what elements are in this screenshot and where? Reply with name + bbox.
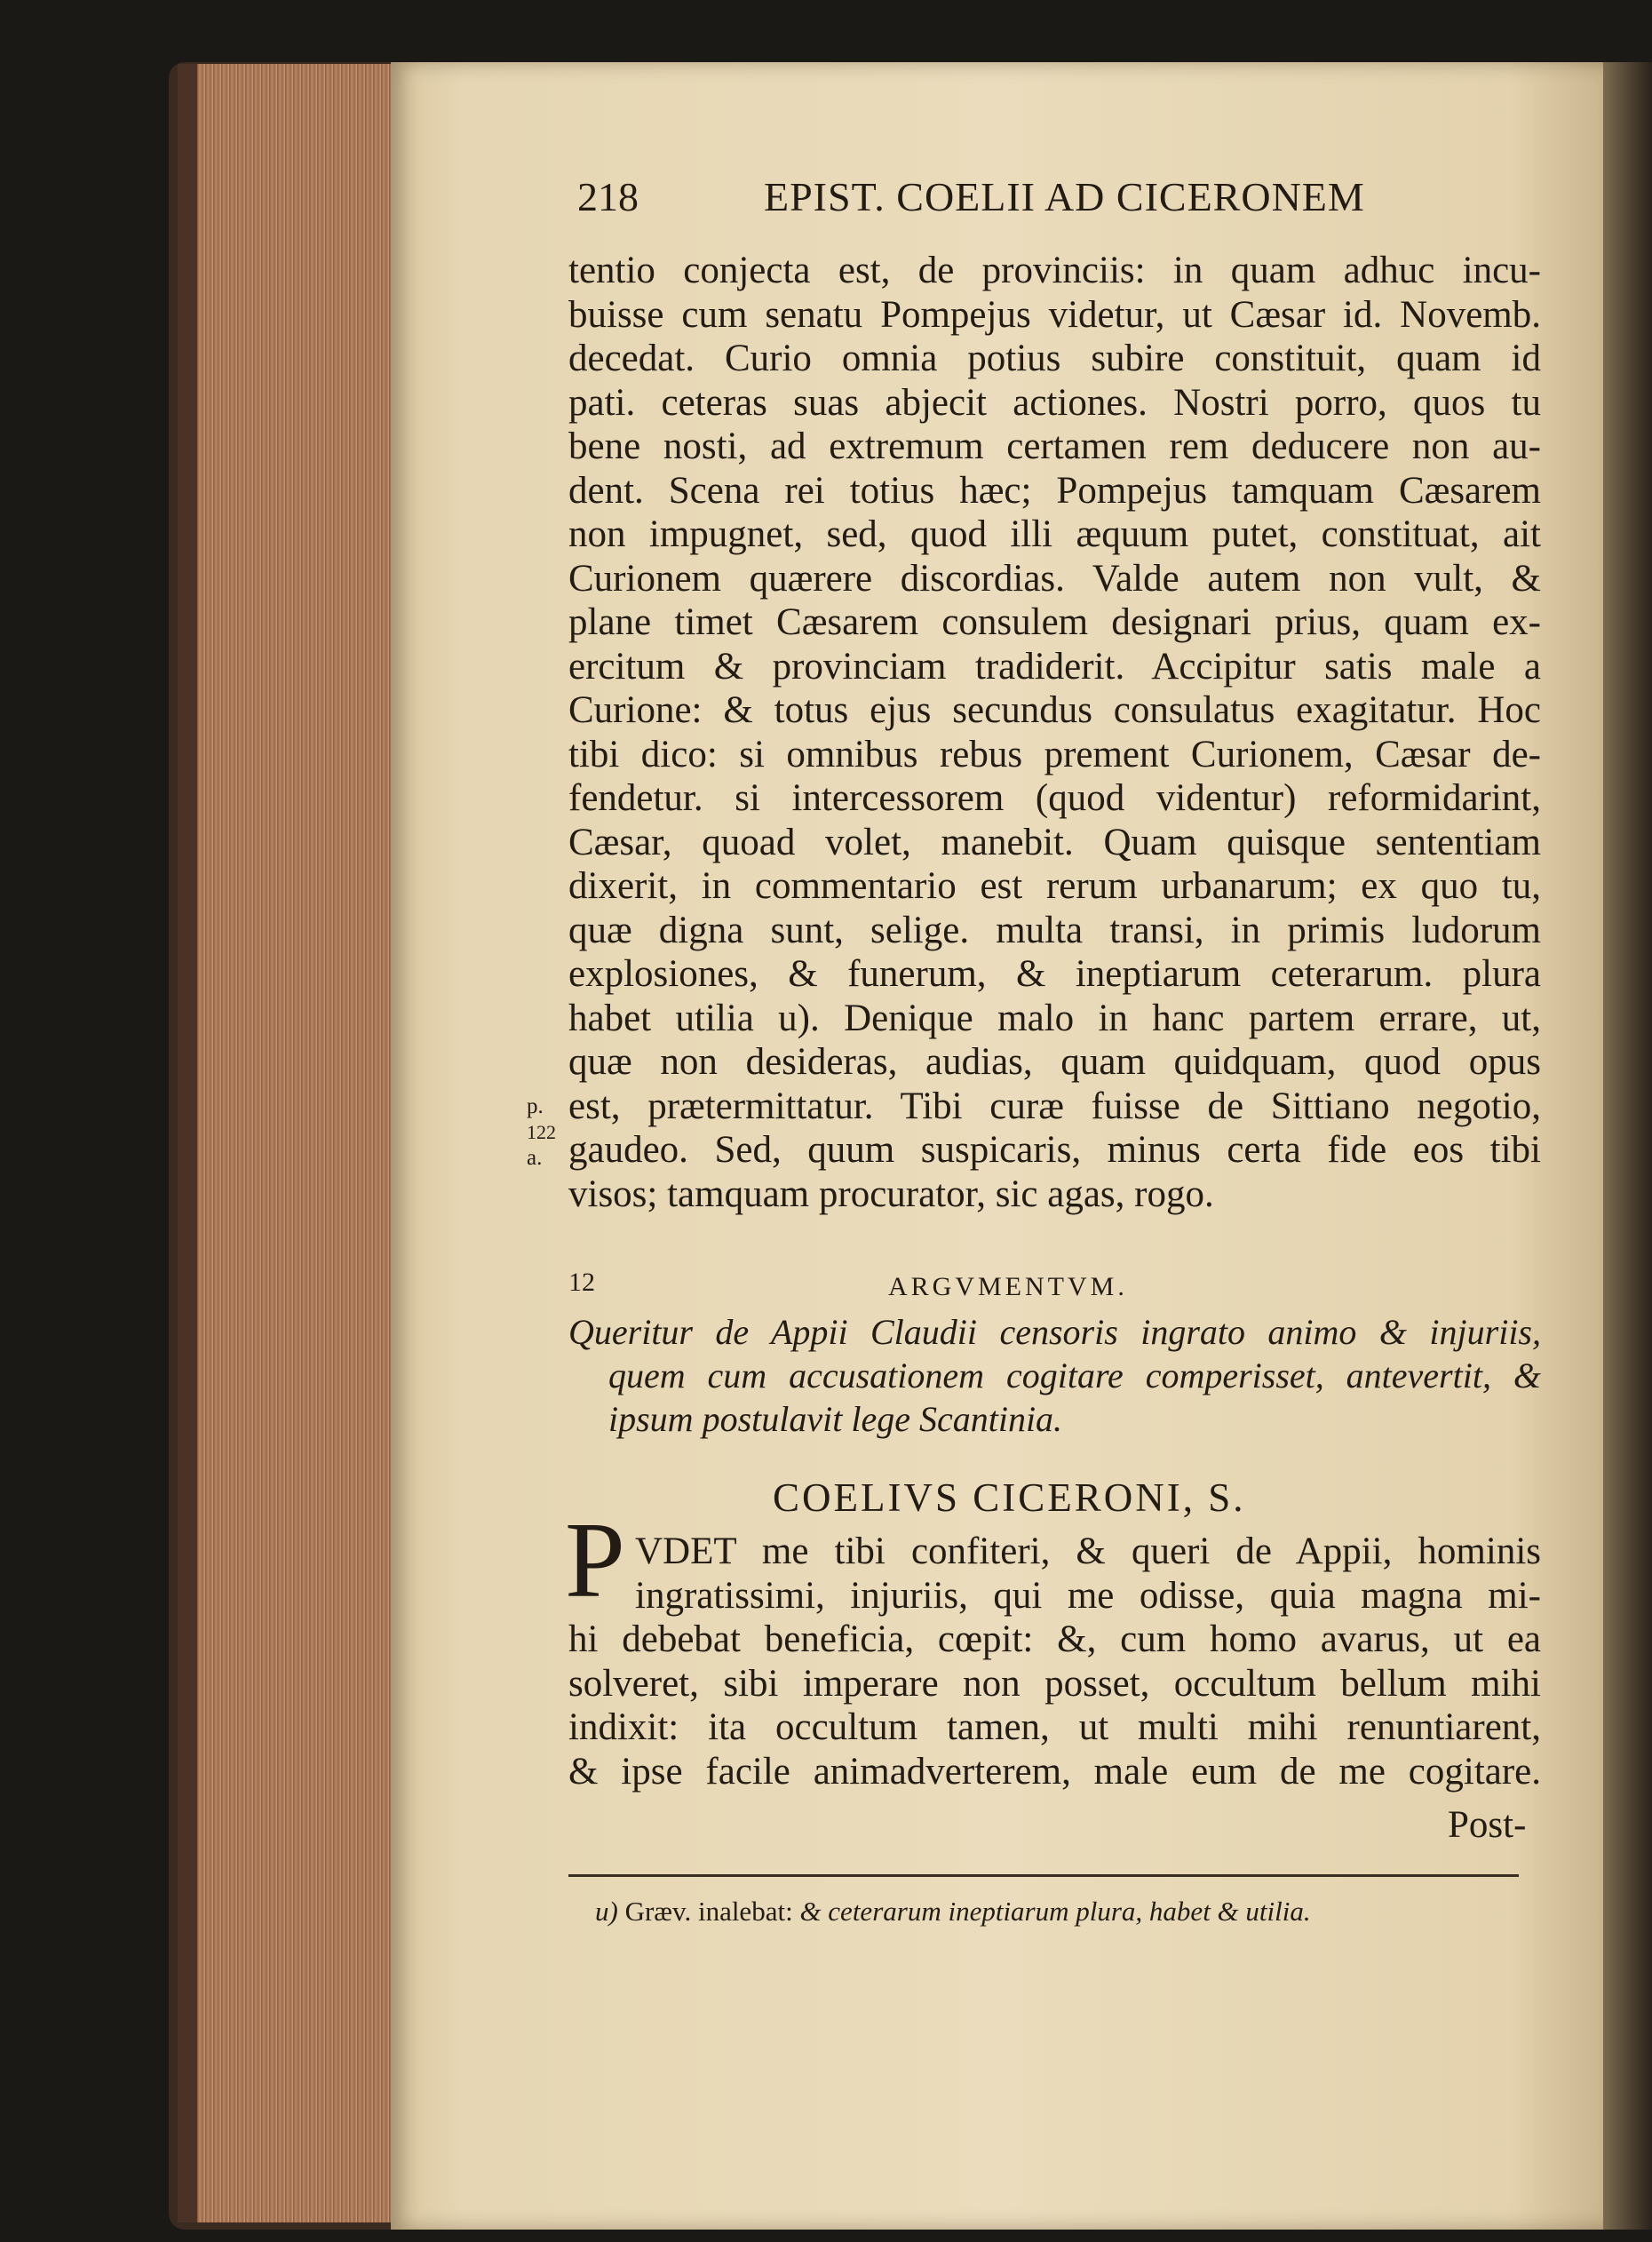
body-line: habet utilia u). Denique malo in hanc partem errare, ut,	[568, 997, 1541, 1039]
letter-line: hi debebat beneficia, cœpit: &, cum homo avarus, ut ea	[568, 1618, 1541, 1660]
footnote-marker: u)	[595, 1896, 618, 1927]
gutter-shadow	[1603, 62, 1652, 2230]
argument-summary	[568, 1310, 1541, 1441]
margin-note: a.	[527, 1146, 543, 1170]
argument-line: Queritur de Appii Claudii censoris ingrato animo & injuriis,	[568, 1312, 1541, 1352]
body-line: tentio conjecta est, de provinciis: in quam adhuc incu-	[568, 250, 1541, 291]
body-line: dent. Scena rei totius hæc; Pompejus tamquam Cæsarem	[568, 469, 1541, 512]
body-line: decedat. Curio omnia potius subire constituit, quam id	[568, 338, 1541, 379]
body-line: quæ digna sunt, selige. multa transi, in primis ludorum	[568, 909, 1541, 951]
body-line: tibi dico: si omnibus rebus prement Curionem, Cæsar de-	[568, 733, 1541, 775]
body-line: gaudeo. Sed, quum suspicaris, minus certa fide eos tibi	[568, 1129, 1541, 1171]
page-edges	[178, 64, 400, 2222]
footnote-rule	[568, 1874, 1519, 1877]
catchword: Post-	[1448, 1804, 1527, 1846]
drop-cap: P	[565, 1500, 625, 1620]
salutation: COELIVS CICERONI, S.	[773, 1475, 1246, 1520]
body-line: est, prætermittatur. Tibi curæ fuisse de Sittiano negotio,	[568, 1085, 1541, 1127]
body-line: quæ non desideras, audias, quam quidquam, quod opus	[568, 1041, 1541, 1083]
body-line: visos; tamquam procurator, sic agas, rogo.	[568, 1173, 1214, 1215]
running-title: EPIST. COELII AD CICERONEM	[764, 174, 1365, 219]
body-text	[568, 249, 1541, 1216]
body-line: Curione: & totus ejus secundus consulatus exagitatur. Hoc	[568, 689, 1541, 731]
letter-line: ingratissimi, injuriis, qui me odisse, quia magna mi-	[635, 1574, 1541, 1617]
body-line: fendetur. si intercessorem (quod videntur) reformidarint,	[568, 777, 1541, 819]
body-line: plane timet Cæsarem consulem designari prius, quam ex-	[568, 601, 1541, 643]
body-line: explosiones, & funerum, & ineptiarum ceterarum. plura	[568, 953, 1541, 995]
body-line: bene nosti, ad extremum certamen rem deducere non au-	[568, 425, 1541, 467]
letter-line: & ipse facile animadverterem, male eum de me cogitare.	[568, 1750, 1541, 1793]
argument-line: quem cum accusationem cogitare comperisset, antevertit, &	[608, 1356, 1541, 1395]
footnote-text: Græv. inalebat:	[624, 1896, 793, 1927]
argument-heading: ARGVMENTVM.	[888, 1272, 1128, 1301]
letter-text	[568, 1530, 1541, 1793]
letter-line: indixit: ita occultum tamen, ut multi mihi renuntiarent,	[568, 1706, 1541, 1748]
body-line: ercitum & provinciam tradiderit. Accipitur satis male a	[568, 645, 1541, 688]
footnote	[595, 1896, 1311, 1928]
letter-line: solveret, sibi imperare non posset, occultum bellum mihi	[568, 1662, 1541, 1705]
body-line: non impugnet, sed, quod illi æquum putet, constituat, ait	[568, 513, 1541, 555]
body-line: Curionem quærere discordias. Valde autem non vult, &	[568, 557, 1541, 600]
margin-note: 122	[527, 1121, 556, 1143]
body-line: Cæsar, quoad volet, manebit. Quam quisque sententiam	[568, 821, 1541, 863]
body-line: pati. ceteras suas abjecit actiones. Nostri porro, quos tu	[568, 381, 1541, 424]
body-line: dixerit, in commentario est rerum urbanarum; ex quo tu,	[568, 865, 1541, 907]
footnote-italic: & ceterarum ineptiarum plura, habet & utilia.	[799, 1896, 1311, 1927]
argument-line: ipsum postulavit lege Scantinia.	[608, 1399, 1063, 1439]
page-number: 218	[577, 174, 639, 219]
letter-line: VDET me tibi confiteri, & queri de Appii, hominis	[635, 1530, 1541, 1572]
margin-note: p.	[527, 1094, 544, 1118]
letter-number: 12	[568, 1268, 595, 1297]
body-line: buisse cum senatu Pompejus videtur, ut Cæsar id. Novemb.	[568, 293, 1541, 336]
